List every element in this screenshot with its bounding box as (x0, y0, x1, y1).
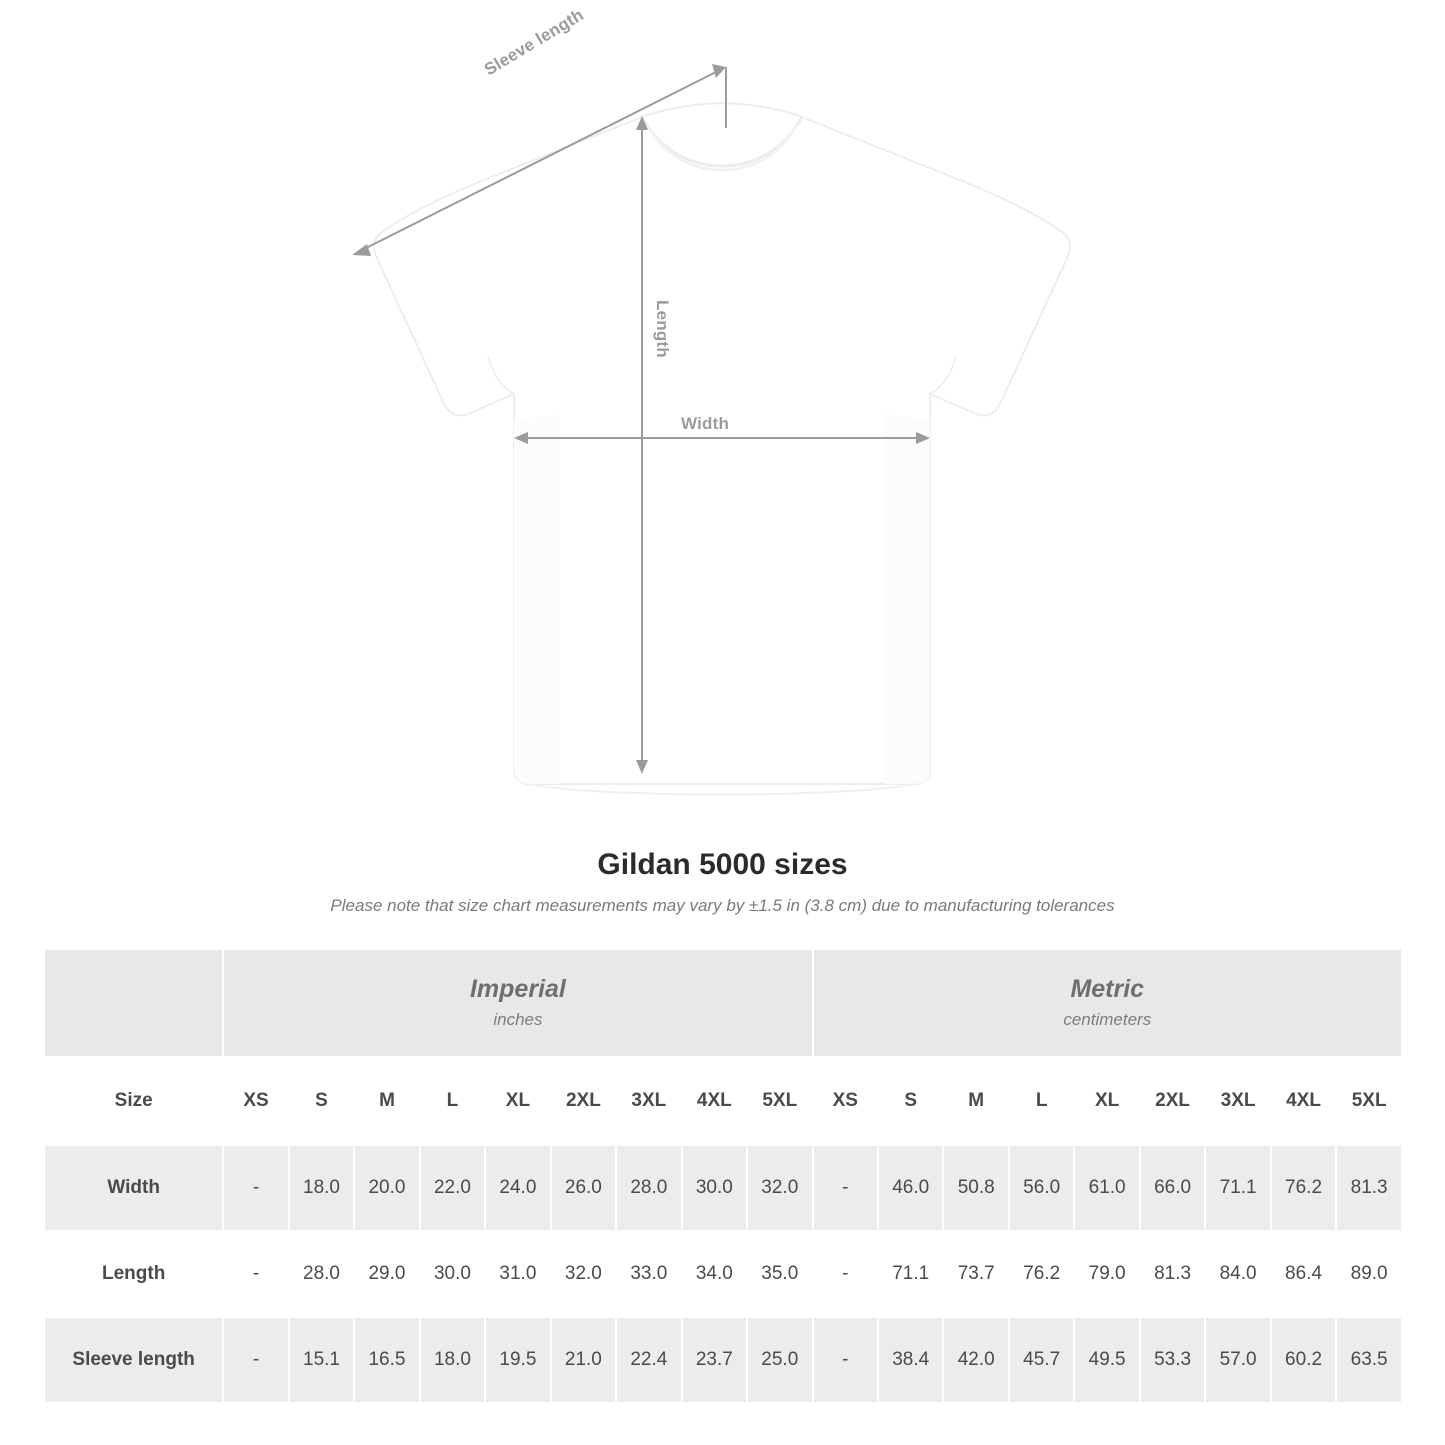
cell-width-met-xl: 61.0 (1074, 1145, 1139, 1231)
size-header-met-xs: XS (813, 1057, 878, 1145)
cell-width-imp-l: 22.0 (420, 1145, 485, 1231)
size-chart-table-wrap (43, 948, 1403, 1404)
table-row (44, 1145, 1402, 1231)
size-header-imp-xl: XL (485, 1057, 550, 1145)
cell-sleeve-imp-4xl: 23.7 (682, 1317, 747, 1403)
cell-width-imp-s: 18.0 (289, 1145, 354, 1231)
cell-width-imp-m: 20.0 (354, 1145, 419, 1231)
size-header-imp-s: S (289, 1057, 354, 1145)
cell-width-met-s: 46.0 (878, 1145, 943, 1231)
row-label-length: Length (44, 1231, 223, 1317)
cell-length-met-5xl: 89.0 (1336, 1231, 1402, 1317)
cell-sleeve-imp-l: 18.0 (420, 1317, 485, 1403)
cell-sleeve-imp-xs: - (223, 1317, 288, 1403)
table-row (44, 1317, 1402, 1403)
chart-subtitle: Please note that size chart measurements may vary by ±1.5 in (3.8 cm) due to manufacturing tolerances (330, 896, 1115, 915)
cell-sleeve-met-s: 38.4 (878, 1317, 943, 1403)
cell-length-imp-4xl: 34.0 (682, 1231, 747, 1317)
cell-length-met-s: 71.1 (878, 1231, 943, 1317)
cell-length-imp-3xl: 33.0 (616, 1231, 681, 1317)
cell-sleeve-met-xl: 49.5 (1074, 1317, 1139, 1403)
cell-width-met-3xl: 71.1 (1205, 1145, 1270, 1231)
size-header-row (44, 1057, 1402, 1145)
cell-width-imp-xs: - (223, 1145, 288, 1231)
size-chart-table (43, 948, 1403, 1404)
cell-sleeve-met-l: 45.7 (1009, 1317, 1074, 1403)
cell-width-met-4xl: 76.2 (1271, 1145, 1336, 1231)
cell-width-imp-5xl: 32.0 (747, 1145, 812, 1231)
cell-width-imp-2xl: 26.0 (551, 1145, 616, 1231)
length-label: Length (653, 300, 672, 358)
row-label-width: Width (44, 1145, 223, 1231)
cell-width-met-xs: - (813, 1145, 878, 1231)
table-row (44, 1231, 1402, 1317)
cell-sleeve-met-m: 42.0 (943, 1317, 1008, 1403)
size-header-met-4xl: 4XL (1271, 1057, 1336, 1145)
cell-sleeve-imp-m: 16.5 (354, 1317, 419, 1403)
cell-length-imp-5xl: 35.0 (747, 1231, 812, 1317)
sleeve-length-label: Sleeve length (481, 5, 587, 80)
cell-length-met-xs: - (813, 1231, 878, 1317)
size-header-imp-5xl: 5XL (747, 1057, 812, 1145)
cell-length-met-l: 76.2 (1009, 1231, 1074, 1317)
cell-length-met-3xl: 84.0 (1205, 1231, 1270, 1317)
cell-sleeve-met-xs: - (813, 1317, 878, 1403)
row-label-sleeve-length: Sleeve length (44, 1317, 223, 1403)
cell-length-imp-l: 30.0 (420, 1231, 485, 1317)
cell-sleeve-met-4xl: 60.2 (1271, 1317, 1336, 1403)
unit-header-row (44, 949, 1402, 1057)
unit-header-metric (813, 949, 1402, 1057)
cell-sleeve-met-3xl: 57.0 (1205, 1317, 1270, 1403)
cell-length-imp-2xl: 32.0 (551, 1231, 616, 1317)
unit-name-imperial: Imperial (469, 975, 566, 1004)
unit-header-spacer (44, 949, 223, 1057)
size-header-imp-xs: XS (223, 1057, 288, 1145)
size-header-imp-m: M (354, 1057, 419, 1145)
cell-length-met-m: 73.7 (943, 1231, 1008, 1317)
size-header-imp-3xl: 3XL (616, 1057, 681, 1145)
cell-length-imp-xl: 31.0 (485, 1231, 550, 1317)
cell-width-imp-xl: 24.0 (485, 1145, 550, 1231)
size-header-label: Size (44, 1057, 223, 1145)
cell-sleeve-imp-3xl: 22.4 (616, 1317, 681, 1403)
size-header-met-5xl: 5XL (1336, 1057, 1402, 1145)
cell-length-imp-xs: - (223, 1231, 288, 1317)
unit-name-metric: Metric (1070, 975, 1145, 1004)
cell-width-met-l: 56.0 (1009, 1145, 1074, 1231)
cell-sleeve-imp-xl: 19.5 (485, 1317, 550, 1403)
cell-width-met-5xl: 81.3 (1336, 1145, 1402, 1231)
cell-width-imp-3xl: 28.0 (616, 1145, 681, 1231)
size-header-imp-2xl: 2XL (551, 1057, 616, 1145)
cell-length-met-4xl: 86.4 (1271, 1231, 1336, 1317)
tshirt-shape (374, 103, 1070, 795)
title-block (0, 848, 1445, 916)
cell-sleeve-imp-2xl: 21.0 (551, 1317, 616, 1403)
cell-sleeve-met-2xl: 53.3 (1140, 1317, 1205, 1403)
size-header-met-3xl: 3XL (1205, 1057, 1270, 1145)
width-label: Width (681, 414, 730, 433)
cell-sleeve-imp-5xl: 25.0 (747, 1317, 812, 1403)
size-header-imp-l: L (420, 1057, 485, 1145)
cell-sleeve-imp-s: 15.1 (289, 1317, 354, 1403)
size-header-met-xl: XL (1074, 1057, 1139, 1145)
unit-header-imperial (223, 949, 812, 1057)
cell-length-met-xl: 79.0 (1074, 1231, 1139, 1317)
cell-width-met-2xl: 66.0 (1140, 1145, 1205, 1231)
cell-width-imp-4xl: 30.0 (682, 1145, 747, 1231)
cell-width-met-m: 50.8 (943, 1145, 1008, 1231)
size-header-met-2xl: 2XL (1140, 1057, 1205, 1145)
size-header-met-l: L (1009, 1057, 1074, 1145)
unit-sub-imperial: inches (493, 1009, 543, 1029)
cell-length-imp-m: 29.0 (354, 1231, 419, 1317)
cell-sleeve-met-5xl: 63.5 (1336, 1317, 1402, 1403)
unit-sub-metric: centimeters (1063, 1009, 1152, 1029)
cell-length-met-2xl: 81.3 (1140, 1231, 1205, 1317)
size-header-met-s: S (878, 1057, 943, 1145)
size-header-met-m: M (943, 1057, 1008, 1145)
size-header-imp-4xl: 4XL (682, 1057, 747, 1145)
cell-length-imp-s: 28.0 (289, 1231, 354, 1317)
chart-title: Gildan 5000 sizes (597, 848, 848, 881)
